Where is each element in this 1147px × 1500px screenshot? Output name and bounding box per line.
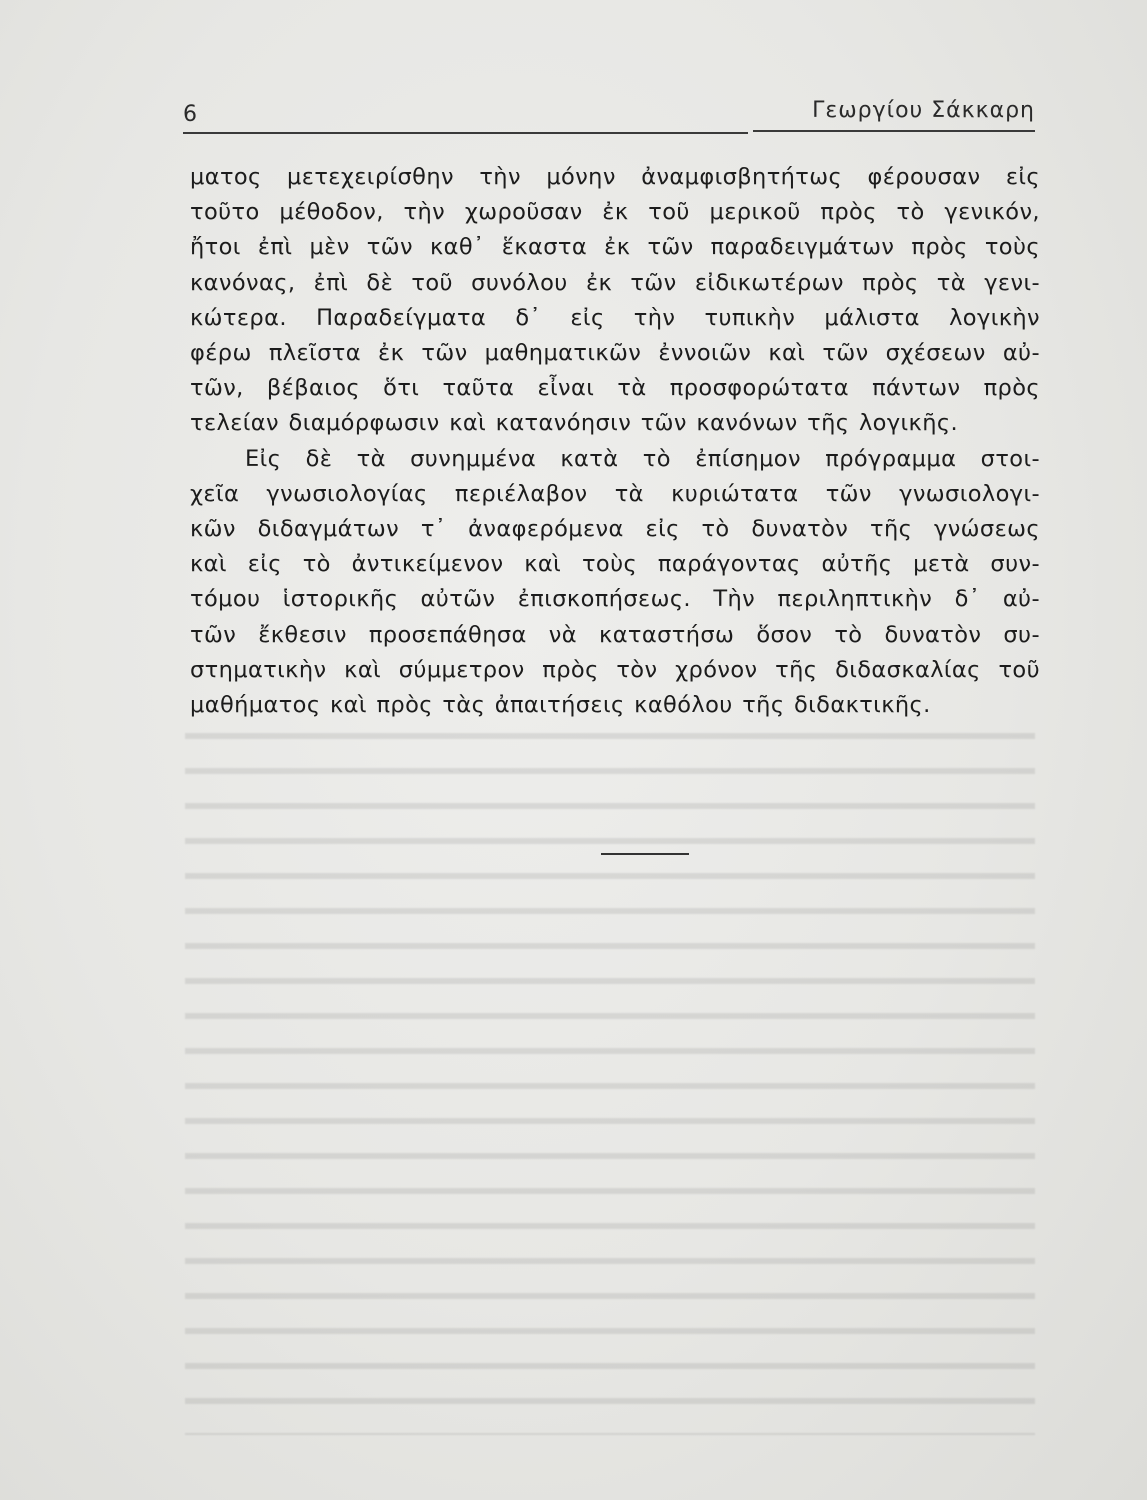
body-text	[190, 160, 1040, 723]
text-line: τελείαν διαμόρφωσιν καὶ κατανόησιν τῶν κανόνων τῆς λογικῆς.	[190, 410, 959, 437]
text-line: ἤτοι ἐπὶ μὲν τῶν καθ᾽ ἕκαστα ἐκ τῶν παραδειγμάτων πρὸς τοὺς	[190, 234, 1040, 261]
text-line: κώτερα. Παραδείγματα δ᾽ εἰς τὴν τυπικὴν μάλιστα λογικὴν	[190, 304, 1040, 331]
text-line: μαθήματος καὶ πρὸς τὰς ἀπαιτήσεις καθόλου τῆς διδακτικῆς.	[190, 692, 931, 719]
show-through-text	[185, 715, 1035, 1435]
text-line: φέρω πλεῖστα ἐκ τῶν μαθηματικῶν ἐννοιῶν καὶ τῶν σχέσεων αὐ-	[190, 340, 1040, 367]
header-rule	[183, 132, 748, 134]
text-line: καὶ εἰς τὸ ἀντικείμενον καὶ τοὺς παράγοντας αὐτῆς μετὰ συν-	[190, 551, 1040, 578]
text-line: ματος μετεχειρίσθην τὴν μόνην ἀναμφισβητήτως φέρουσαν εἰς	[190, 164, 1040, 190]
text-line: τῶν ἔκθεσιν προσεπάθησα νὰ καταστήσω ὅσον τὸ δυνατὸν συ-	[190, 621, 1040, 648]
running-head: Γεωργίου Σάκκαρη	[812, 98, 1035, 123]
text-line: στηματικὴν καὶ σύμμετρον πρὸς τὸν χρόνον τῆς διδασκαλίας τοῦ	[190, 656, 1040, 683]
section-separator	[601, 853, 689, 855]
text-line: Εἰς δὲ τὰ συνημμένα κατὰ τὸ ἐπίσημον πρόγραμμα στοι-	[245, 445, 1040, 472]
page-number: 6	[183, 102, 197, 127]
header-rule-right	[753, 130, 1035, 132]
text-line: τοῦτο μέθοδον, τὴν χωροῦσαν ἐκ τοῦ μερικοῦ πρὸς τὸ γενικόν,	[190, 199, 1040, 226]
text-line: κανόνας, ἐπὶ δὲ τοῦ συνόλου ἐκ τῶν εἰδικωτέρων πρὸς τὰ γενι-	[190, 269, 1040, 296]
text-line: κῶν διδαγμάτων τ᾽ ἀναφερόμενα εἰς τὸ δυνατὸν τῆς γνώσεως	[190, 516, 1040, 543]
text-line: τόμου ἱστορικῆς αὐτῶν ἐπισκοπήσεως. Τὴν περιληπτικὴν δ᾽ αὐ-	[190, 586, 1040, 613]
text-line: τῶν, βέβαιος ὅτι ταῦτα εἶναι τὰ προσφορώτατα πάντων πρὸς	[190, 375, 1040, 402]
text-line: χεῖα γνωσιολογίας περιέλαβον τὰ κυριώτατα τῶν γνωσιολογι-	[190, 480, 1040, 507]
